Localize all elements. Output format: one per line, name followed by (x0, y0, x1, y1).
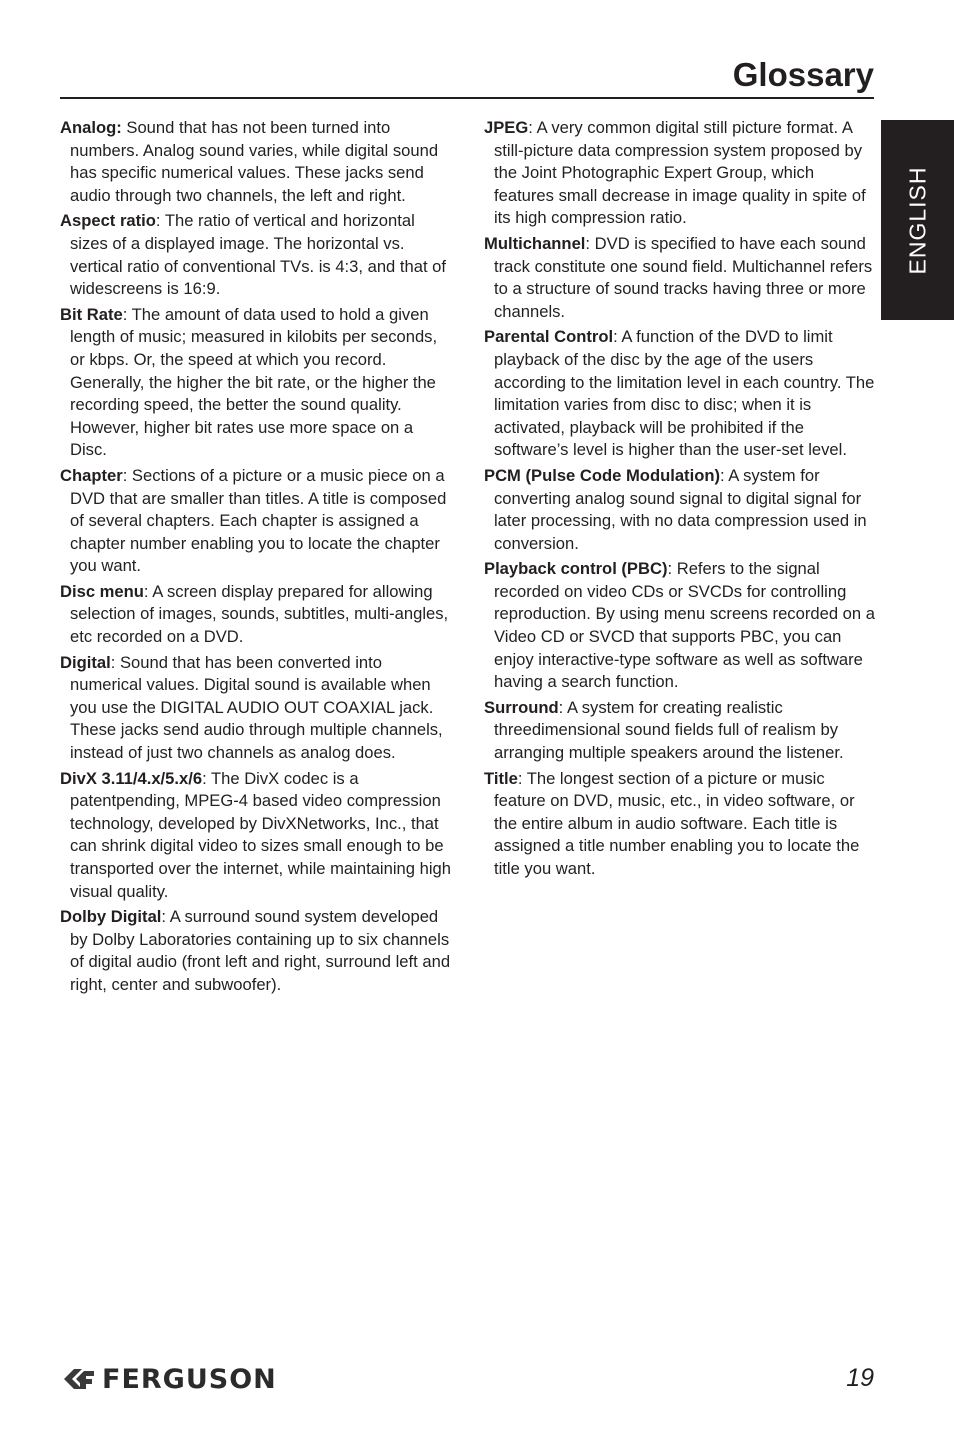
glossary-definition: : Sound that has been converted into numerical values. Digital sound is available when you use the DIGITAL AUDIO OUT COAXIAL jack. These jacks send audio through multiple channels, instead of just two channels as analog does. (70, 652, 443, 763)
glossary-entry (60, 652, 452, 765)
language-tab (881, 120, 954, 320)
glossary-entry (484, 697, 876, 765)
glossary-entry (484, 558, 876, 694)
glossary-entry (484, 768, 876, 881)
glossary-term: Bit Rate (60, 304, 123, 324)
glossary-term: Parental Control (484, 327, 614, 347)
ferguson-logo-icon (62, 1365, 96, 1393)
glossary-definition: : The longest section of a picture or music feature on DVD, music, etc., in video software, or the entire album in audio software. Each title is assigned a title number enabling you to locate the title you want. (494, 768, 860, 878)
glossary-term: Aspect ratio (60, 211, 156, 231)
glossary-entry (60, 210, 452, 300)
glossary-definition: : Refers to the signal recorded on video CDs or SVCDs for controlling reproduction. By using menu screens recorded on a Video CD or SVCD that supports PBC, you can enjoy interactive-type software as well as software having a search function. (494, 559, 875, 692)
brand-name: FERGUSON (102, 1363, 277, 1395)
glossary-entry (484, 117, 876, 230)
glossary-entry (60, 581, 452, 649)
glossary-column-left (60, 117, 452, 1000)
title-rule (60, 97, 874, 99)
glossary-entry (60, 304, 452, 462)
page-number: 19 (846, 1364, 874, 1392)
glossary-definition: : DVD is specified to have each sound track constitute one sound field. Multichannel refers to a structure of sound tracks having three or more channels. (494, 233, 873, 321)
glossary-definition: : A system for converting analog sound signal to digital signal for later processing, with no data compression used in conversion. (494, 465, 867, 553)
glossary-definition: : The amount of data used to hold a given length of music; measured in kilobits per seconds, or kbps. Or, the speed at which you record. Generally, the higher the bit rate, or the higher the recording speed, the better the sound quality. However, higher bit rates use more space on a Disc. (70, 304, 438, 460)
glossary-term: Multichannel (484, 233, 586, 253)
glossary-entry (60, 465, 452, 578)
glossary-entry (60, 906, 452, 996)
glossary-definition: : The DivX codec is a patentpending, MPEG-4 based video compression technology, developed by DivXNetworks, Inc., that can shrink digital video to sizes small enough to be transported over the internet, while maintaining high visual quality. (70, 768, 451, 901)
footer-brand-logo (62, 1363, 277, 1395)
glossary-term: PCM (Pulse Code Modulation) (484, 465, 720, 485)
glossary-entry (484, 465, 876, 555)
glossary-entry (60, 768, 452, 904)
page-title: Glossary (732, 56, 874, 93)
glossary-term: Disc menu (60, 581, 144, 601)
glossary-term: Chapter (60, 465, 123, 485)
glossary-term: JPEG (484, 118, 529, 137)
glossary-term: DivX 3.11/4.x/5.x/6 (60, 768, 203, 788)
glossary-definition: Sound that has not been turned into numbers. Analog sound varies, while digital sound has specific numerical values. These jacks send audio through two channels, the left and right. (70, 118, 439, 205)
glossary-term: Surround (484, 697, 559, 717)
glossary-definition: : A surround sound system developed by Dolby Laboratories containing up to six channels of digital audio (front left and right, surround left and right, center and subwoofer). (70, 907, 451, 994)
glossary-entry (60, 117, 452, 207)
glossary-definition: : A system for creating realistic threedimensional sound fields full of realism by arranging multiple speakers around the listener. (494, 697, 844, 763)
glossary-definition: : The ratio of vertical and horizontal sizes of a displayed image. The horizontal vs. vertical ratio of conventional TVs. is 4:3, and that of widescreens is 16:9. (70, 211, 447, 299)
glossary-term: Title (484, 768, 518, 788)
glossary-term: Digital (60, 652, 111, 672)
glossary-term: Playback control (PBC) (484, 559, 668, 579)
glossary-term: Dolby Digital (60, 907, 162, 927)
glossary-term: Analog: (60, 118, 122, 137)
glossary-entry (484, 233, 876, 323)
language-tab-label: ENGLISH (904, 166, 931, 274)
glossary-definition: : A very common digital still picture format. A still-picture data compression system proposed by the Joint Photographic Expert Group, which features small decrease in image quality in spite of its high compression ratio. (494, 118, 866, 228)
glossary-definition: : A function of the DVD to limit playback of the disc by the age of the users according to the limitation level in each country. The limitation varies from disc to disc; when it is activated, playback will be prohibited if the software’s level is higher than the user-set level. (494, 327, 875, 460)
glossary-entry (484, 326, 876, 462)
glossary-column-right (484, 117, 876, 884)
glossary-definition: : Sections of a picture or a music piece on a DVD that are smaller than titles. A title is composed of several chapters. Each chapter is assigned a chapter number enabling you to locate the chapter you want. (70, 465, 447, 576)
glossary-definition: : A screen display prepared for allowing selection of images, sounds, subtitles, multi-angles, etc recorded on a DVD. (70, 581, 449, 647)
